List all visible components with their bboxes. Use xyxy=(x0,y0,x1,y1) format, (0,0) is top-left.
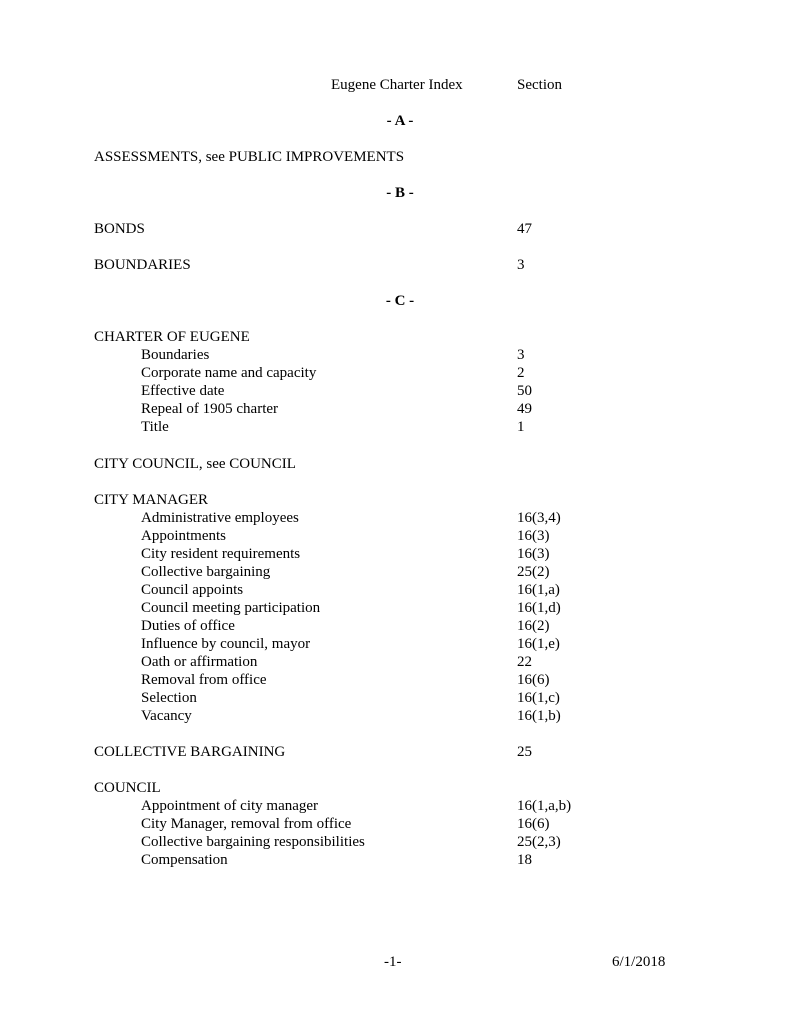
letter-heading-c: - C - xyxy=(385,293,415,309)
sub-entry xyxy=(0,635,800,653)
sub-entry-section: 25(2,3) xyxy=(517,834,561,850)
entry-council: COUNCIL xyxy=(94,780,161,796)
footer-date: 6/1/2018 xyxy=(612,954,666,970)
sub-entry-label: Corporate name and capacity xyxy=(141,365,317,381)
sub-entry xyxy=(0,346,800,364)
sub-entry-label: Collective bargaining xyxy=(141,564,271,580)
sub-entry-label: Council appoints xyxy=(141,582,244,598)
sub-entry xyxy=(0,581,800,599)
sub-entry xyxy=(0,418,800,436)
sub-entry xyxy=(0,527,800,545)
entry-assessments: ASSESSMENTS, see PUBLIC IMPROVEMENTS xyxy=(94,149,405,165)
sub-entry xyxy=(0,797,800,815)
sub-entry-section: 16(1,a,b) xyxy=(517,798,572,814)
entry-label: COLLECTIVE BARGAINING xyxy=(94,744,286,760)
sub-entry-label: City resident requirements xyxy=(141,546,301,562)
letter-heading-b: - B - xyxy=(386,185,414,201)
sub-entry-section: 16(2) xyxy=(517,618,550,634)
sub-entry-section: 16(1,d) xyxy=(517,600,561,616)
sub-entry-label: Appointments xyxy=(141,528,226,544)
sub-entry-section: 49 xyxy=(517,401,532,417)
sub-entry-section: 16(3) xyxy=(517,546,550,562)
entry-city-council: CITY COUNCIL, see COUNCIL xyxy=(94,456,296,472)
sub-entry xyxy=(0,364,800,382)
sub-entry-label: Appointment of city manager xyxy=(141,798,319,814)
sub-entry-label: City Manager, removal from office xyxy=(141,816,352,832)
sub-entry-label: Boundaries xyxy=(141,347,210,363)
sub-entry-label: Influence by council, mayor xyxy=(141,636,311,652)
sub-entry-section: 16(3) xyxy=(517,528,550,544)
sub-entry-section: 16(1,c) xyxy=(517,690,560,706)
sub-entry-label: Effective date xyxy=(141,383,225,399)
sub-entry-label: Vacancy xyxy=(141,708,192,724)
sub-entry xyxy=(0,382,800,400)
sub-entry-section: 22 xyxy=(517,654,532,670)
sub-entry xyxy=(0,833,800,851)
entry-city-manager: CITY MANAGER xyxy=(94,492,209,508)
sub-entry-label: Compensation xyxy=(141,852,228,868)
sub-entry-section: 16(3,4) xyxy=(517,510,561,526)
index-title: Eugene Charter Index xyxy=(331,77,463,93)
sub-entry xyxy=(0,545,800,563)
sub-entry-label: Removal from office xyxy=(141,672,267,688)
sub-entry xyxy=(0,599,800,617)
sub-entry-section: 16(1,b) xyxy=(517,708,561,724)
sub-entry-section: 1 xyxy=(517,419,525,435)
sub-entry-label: Repeal of 1905 charter xyxy=(141,401,279,417)
sub-entry-label: Collective bargaining responsibilities xyxy=(141,834,365,850)
entry-section: 25 xyxy=(517,744,532,760)
sub-entry-section: 3 xyxy=(517,347,525,363)
sub-entry xyxy=(0,707,800,725)
sub-entry xyxy=(0,617,800,635)
sub-entry xyxy=(0,400,800,418)
section-column-label: Section xyxy=(517,77,562,93)
sub-entry-label: Oath or affirmation xyxy=(141,654,258,670)
sub-entry-label: Duties of office xyxy=(141,618,235,634)
sub-entry-label: Council meeting participation xyxy=(141,600,321,616)
sub-entry-section: 16(1,a) xyxy=(517,582,560,598)
entry-section: 47 xyxy=(517,221,532,237)
entry-section: 3 xyxy=(517,257,525,273)
sub-entry-section: 2 xyxy=(517,365,525,381)
entry-collective-bargaining xyxy=(0,743,800,761)
sub-entry-section: 18 xyxy=(517,852,532,868)
sub-entry xyxy=(0,653,800,671)
page-number: -1- xyxy=(384,954,402,970)
sub-entry-label: Administrative employees xyxy=(141,510,299,526)
sub-entry xyxy=(0,671,800,689)
entry-charter-of-eugene: CHARTER OF EUGENE xyxy=(94,329,250,345)
entry-label: BOUNDARIES xyxy=(94,257,191,273)
entry-label: BONDS xyxy=(94,221,145,237)
sub-entry-section: 16(6) xyxy=(517,816,550,832)
letter-heading-a: - A - xyxy=(386,113,414,129)
sub-entry xyxy=(0,851,800,869)
sub-entry xyxy=(0,815,800,833)
sub-entry xyxy=(0,563,800,581)
sub-entry-section: 50 xyxy=(517,383,532,399)
sub-entry-section: 16(1,e) xyxy=(517,636,560,652)
sub-entry-section: 16(6) xyxy=(517,672,550,688)
sub-entry-label: Selection xyxy=(141,690,197,706)
sub-entry xyxy=(0,689,800,707)
sub-entry-section: 25(2) xyxy=(517,564,550,580)
sub-entry xyxy=(0,509,800,527)
sub-entry-label: Title xyxy=(141,419,169,435)
entry-boundaries xyxy=(0,256,800,274)
entry-bonds xyxy=(0,220,800,238)
